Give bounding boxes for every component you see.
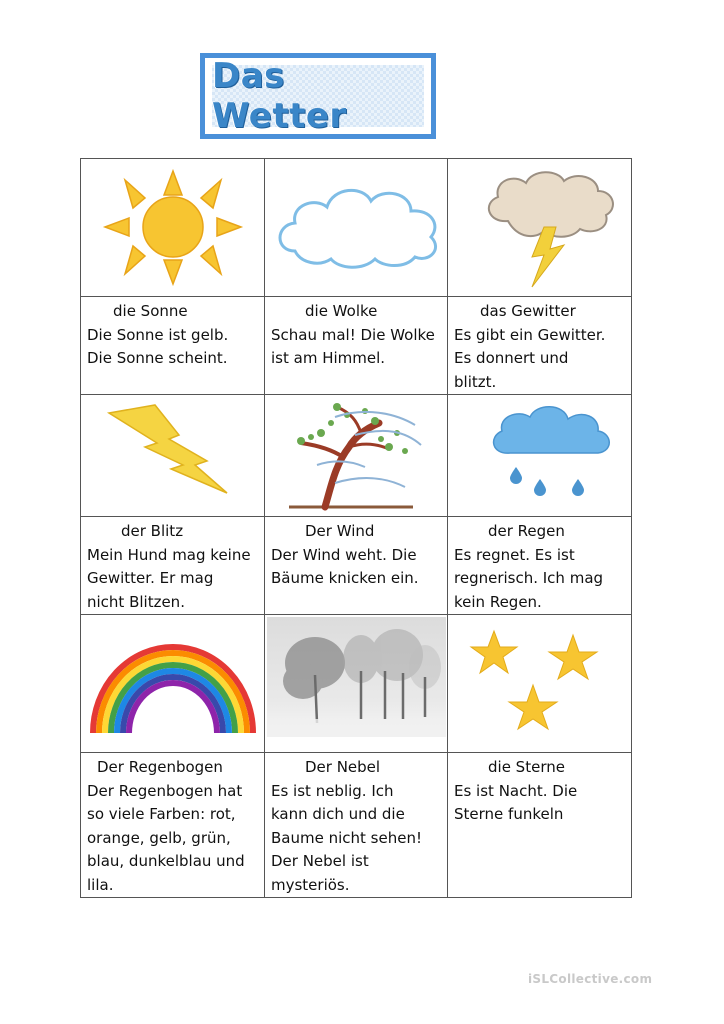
sentence: blau, dunkelblau und [87,852,245,870]
card-text-cloud [265,297,448,395]
card-text-stars [448,753,632,898]
sentence: Der Nebel ist [271,852,369,870]
fog-photo-icon [265,615,448,752]
vocab-word: das Gewitter [480,302,576,320]
card-image-sun [81,159,265,297]
sun-icon [81,159,265,296]
rain-cloud-icon [448,395,632,516]
page-title: Das Wetter [212,56,347,136]
rainbow-icon [81,615,265,752]
vocab-word: der Blitz [121,522,184,540]
card-text-rain [448,517,632,615]
sentence: Schau mal! Die Wolke [271,325,435,344]
sentence: Die Sonne ist gelb. [87,325,229,344]
title-banner [200,53,436,139]
sentence: Baume nicht sehen! [271,828,422,847]
card-image-fog [265,615,448,753]
sentence: Es ist neblig. Ich [271,781,394,800]
sentence: Der Regenbogen hat [87,781,243,800]
thunderstorm-icon [448,159,632,296]
vocab-word: die Wolke [305,302,378,320]
card-text-thunderstorm [448,297,632,395]
lightning-icon [81,395,265,516]
sentence: ist am Himmel. [271,349,386,367]
sentence: blitzt. [454,372,497,391]
sentence: Es gibt ein Gewitter. [454,325,606,344]
sentence: Es ist Nacht. Die [454,781,578,800]
sentence: regnerisch. Ich mag [454,569,604,587]
sentence: Es donnert und [454,349,569,367]
card-text-fog [265,753,448,898]
vocab-word: Der Wind [305,522,375,540]
sentence: Bäume knicken ein. [271,569,419,587]
sentence: so viele Farben: rot, [87,805,236,823]
card-image-wind [265,395,448,517]
cloud-icon [265,159,448,296]
card-image-thunderstorm [448,159,632,297]
title-banner-pattern [212,56,424,136]
vocab-word: Der Regenbogen [97,758,223,776]
card-text-lightning [81,517,265,615]
card-text-wind [265,517,448,615]
card-text-sun [81,297,265,395]
sentence: lila. [87,875,114,894]
vocab-word: die Sterne [488,758,565,776]
sentence: Der Wind weht. Die [271,545,417,564]
vocab-word: der Regen [488,522,565,540]
vocab-word: Der Nebel [305,758,381,776]
wind-tree-icon [265,395,448,516]
card-image-stars [448,615,632,753]
stars-icon [448,615,632,752]
weather-vocabulary-table [80,158,632,898]
card-image-lightning [81,395,265,517]
watermark: iSLCollective.com [528,972,653,986]
sentence: mysteriös. [271,875,350,894]
card-text-rainbow [81,753,265,898]
sentence: Sterne funkeln [454,805,564,823]
card-image-rain [448,395,632,517]
sentence: Die Sonne scheint. [87,349,228,367]
sentence: nicht Blitzen. [87,592,185,611]
card-image-rainbow [81,615,265,753]
sentence: Es regnet. Es ist [454,545,575,564]
card-image-cloud [265,159,448,297]
sentence: kann dich und die [271,805,405,823]
sentence: orange, gelb, grün, [87,828,231,847]
vocab-word: die Sonne [113,302,188,320]
sentence: Gewitter. Er mag [87,569,214,587]
sentence: Mein Hund mag keine [87,545,251,564]
sentence: kein Regen. [454,592,542,611]
